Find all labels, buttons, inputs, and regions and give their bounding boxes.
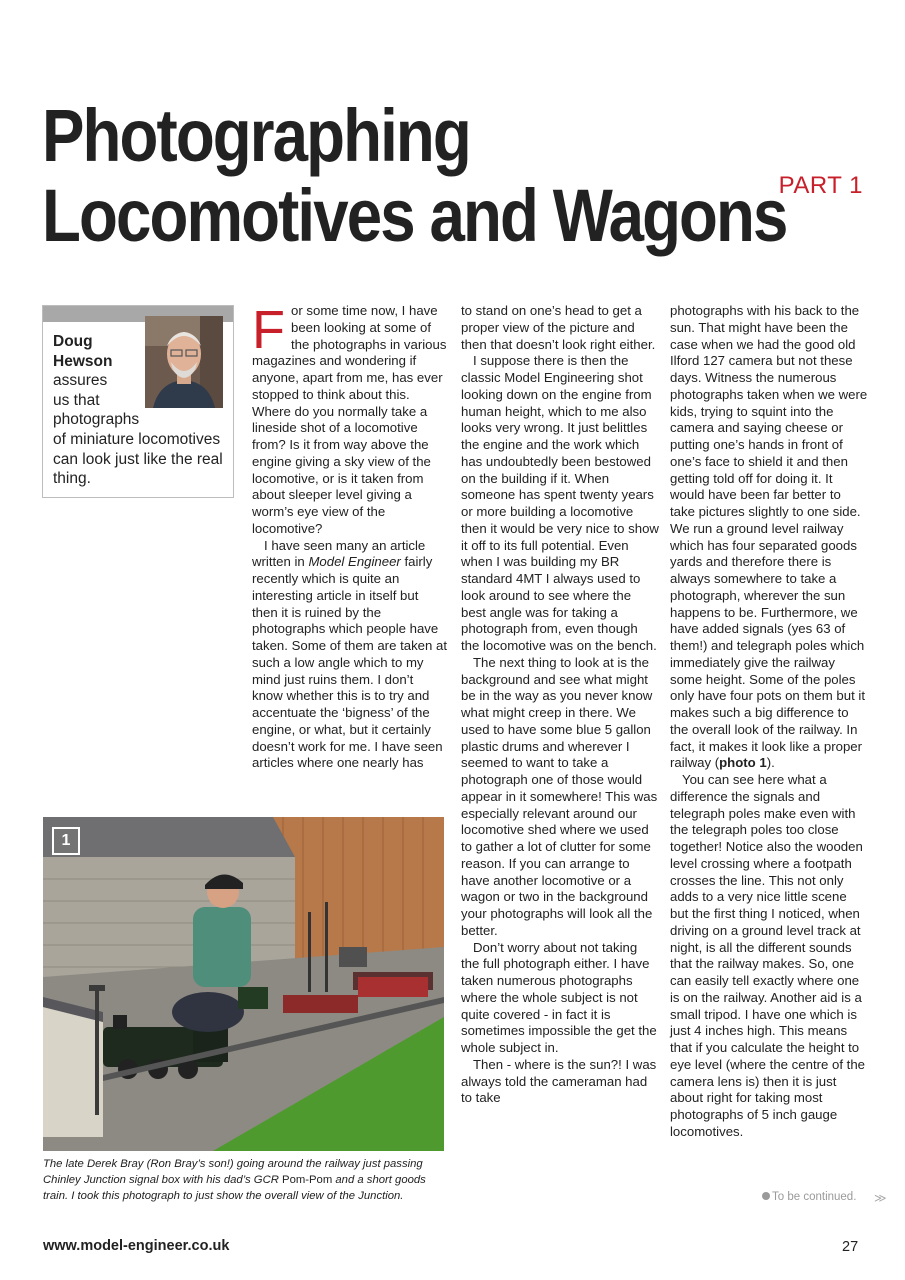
author-last-name: Hewson (53, 352, 113, 370)
footer-url: www.model-engineer.co.uk (43, 1238, 230, 1254)
paragraph (670, 303, 868, 772)
article-column-1 (252, 300, 447, 772)
page-number: 27 (842, 1239, 859, 1255)
title-line-1: Photographing (42, 94, 470, 177)
photo-number: 1 (52, 827, 80, 855)
paragraph (252, 538, 447, 773)
paragraph-text: ). (766, 755, 775, 771)
intro-line-2: us that (53, 391, 100, 409)
paragraph-text: or some time now, I have been looking at some of the photographs in various magazines and wondering if anyone, apart from me, has ever stopped to think about this. Where do you normally take a lineside shot of a locomotive from? Is it from way above the engine giving a sky view of the locomotive, or is it taken from about sleeper level giving a worm’s eye view of the locomotive? (252, 303, 447, 536)
photo-reference: photo 1 (719, 755, 767, 771)
paragraph: The next thing to look at is the background and see what might be in the way as you never know what might creep in there. We used to have some blue 5 gallon plastic drums and wherever I seemed to want to take a photograph one of those would appear in it somewhere! This was especially relevant around our locomotive shed where we used to gather a lot of clutter for some reason. If you can arrange to have another locomotive or a wagon or two in the background your photographs will look all the better. (461, 654, 658, 938)
paragraph-text: fairly recently which is quite an interesting article in itself but then it is ruined by the photographs which people have taken. Some of them are taken at such a low angle which to my mind just ruins them. I don’t know whether this is to try and accentuate the ‘bigness’ of the engine, or what, but it certainly doesn’t work for me. I have seen articles where one nearly has (252, 554, 447, 771)
caption-loco-name: Pom-Pom (282, 1174, 333, 1186)
caption-text: The late Derek Bray (Ron Bray’s son!) going around the railway just passing Chinley Junction signal box with his dad’s GCR (43, 1158, 423, 1186)
intro-line-1: assures (53, 372, 108, 390)
to-be-continued (762, 1191, 856, 1203)
paragraph: I suppose there is then the classic Model Engineering shot looking down on the engine from human height, which to me also looks very wrong. It just belittles the engine and the work which has undoubtedly been bestowed on the building if it. When someone has spent twenty years or more building a locomotive then it would be very nice to show it off to its full potential. Even when I was building my BR standard 4MT I always used to look around to see where the best angle was for taking a photograph from, even though the locomotive was on the bench. (461, 353, 659, 653)
paragraph: to stand on one’s head to get a proper view of the picture and then that doesn’t look right either. (461, 303, 656, 352)
author-first-name: Doug (53, 333, 93, 350)
intro-text (53, 332, 225, 489)
article-column-3 (670, 303, 868, 1141)
magazine-name: Model Engineer (308, 554, 401, 570)
paragraph: You can see here what a difference the signals and telegraph poles make even with the telegraph poles too close together! Notice also the wooden level crossing where a footpath crosses the line. This not only adds to a very nice little scene but the first thing I noticed, when driving on a ground level track at night, is all the different sounds that the railway makes. So, one can easily tell exactly where one is on the railway. Another aid is a small tripod. I have one which is just 4 inches high. This means that if you calculate the height to eye level (where the centre of the camera lens is) then it is just about right for taking most photographs of 5 inch gauge locomotives. (670, 772, 865, 1139)
photo-caption (43, 1156, 443, 1204)
paragraph: Don’t worry about not taking the full photograph either. I have taken numerous photographs where the whole subject is not quite covered - in fact it is sometimes impossible the get the whole subject in. (461, 939, 657, 1055)
paragraph (252, 300, 447, 538)
part-label: PART 1 (778, 172, 863, 199)
caption-text: and a short goods train. I took this photograph to just show the overall view of the Junction. (43, 1174, 426, 1202)
article-column-2 (461, 303, 659, 1107)
double-chevron-icon: ≫ (874, 1191, 887, 1205)
railway-photo (43, 817, 444, 1151)
drop-cap: F (252, 300, 285, 360)
paragraph: Then - where is the sun?! I was always told the cameraman had to take (461, 1056, 657, 1106)
title-line-2: Locomotives and Wagons (42, 174, 787, 257)
bullet-icon (762, 1192, 770, 1200)
intro-line-4: of miniature locomotives can look just like the real thing. (53, 430, 223, 488)
paragraph-text: photographs with his back to the sun. That might have been the case when we had the good old Ilford 127 camera but not these days. Witness the numerous photographs taken when we were kids, trying to squint into the camera and saying cheese or putting one’s hands in front of one’s face to shield it and then getting told off for doing it. It would have been far better to take pictures slightly to one side. We run a ground level railway which has four separated goods yards and therefore there is always somewhere to take a photograph, wherever the sun happens to be. Furthermore, we have added signals (yes 63 of them!) and telegraph poles which immediately give the railway some height. Some of the poles only have four pots on them but it makes such a big difference to the overall look of the railway. In fact, it makes it look like a proper railway ( (670, 303, 868, 771)
article-title (42, 94, 787, 257)
paragraph-text: I have seen many an article written in (252, 537, 426, 570)
continued-text: To be continued. (772, 1191, 857, 1203)
railway-photo-image (43, 817, 444, 1151)
intro-box (42, 305, 234, 498)
intro-line-3: photographs (53, 411, 140, 429)
